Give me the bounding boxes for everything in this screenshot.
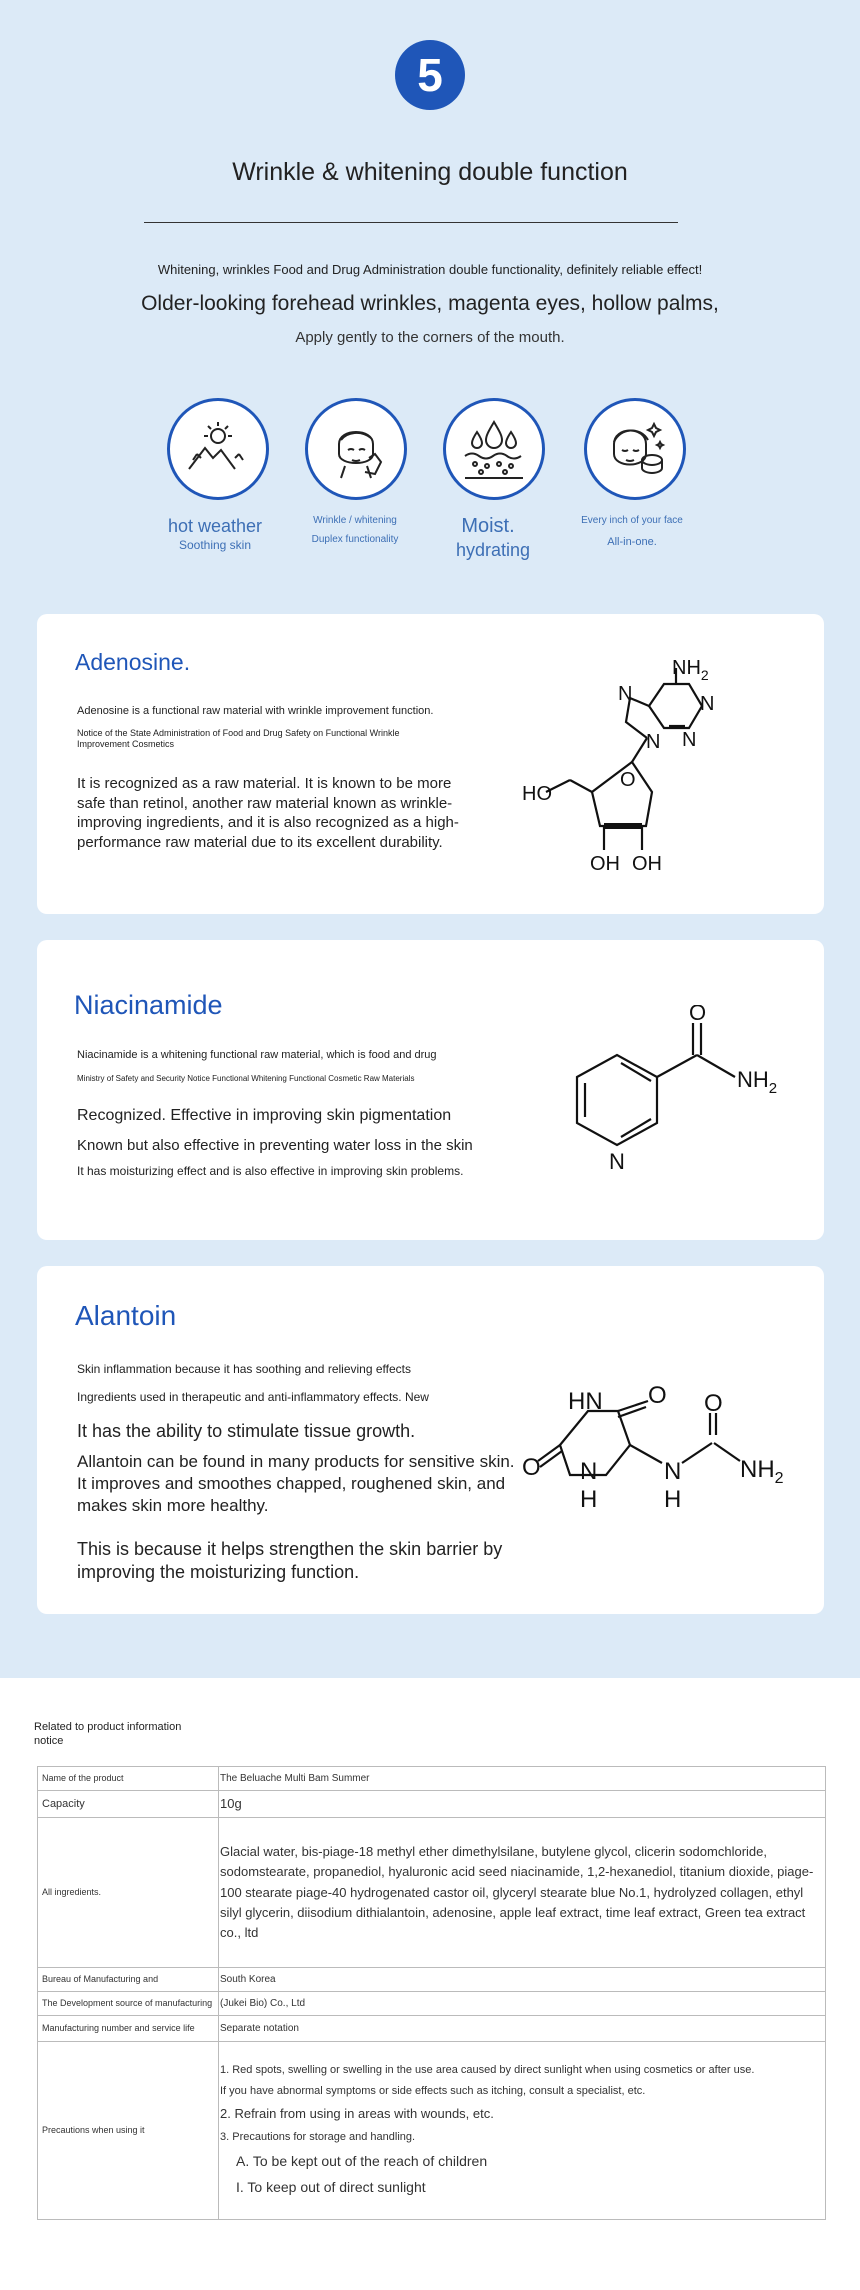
niacinamide-nh2-sub: 2 (768, 1080, 778, 1097)
alantoin-title: Alantoin (75, 1300, 177, 1331)
niacinamide-card (37, 940, 824, 1240)
product-info-table (37, 1766, 826, 2220)
alantoin-hn: HN (568, 1388, 603, 1415)
name-label: Name of the product (38, 1767, 219, 1791)
face-cream-icon (584, 398, 686, 500)
table-row (38, 2016, 826, 2042)
niacinamide-molecule-icon (557, 1005, 787, 1175)
feature-1-line1: hot weather (167, 516, 263, 536)
alantoin-o1: O (648, 1382, 667, 1409)
alantoin-o3: O (704, 1390, 723, 1417)
niacinamide-line-4: Known but also effective in preventing water loss in the skin (77, 1137, 473, 1154)
table-row (38, 1818, 826, 1968)
alantoin-h2: H (664, 1486, 682, 1513)
adenosine-line-1: Adenosine is a functional raw material with wrinkle improvement function. (77, 705, 434, 717)
service-label: Manufacturing number and service life (38, 2016, 219, 2042)
precaution-3b: I. To keep out of direct sunlight (236, 2179, 426, 2196)
bureau-label: Bureau of Manufacturing and (38, 1968, 219, 1992)
country-value: South Korea (219, 1968, 826, 1992)
alantoin-nh2: NH (740, 1456, 775, 1483)
niacinamide-nh2: NH (737, 1067, 769, 1092)
adenosine-oh2: OH (632, 853, 662, 875)
niacinamide-o: O (689, 1005, 707, 1025)
feature-label-3 (418, 514, 568, 562)
svg-text:NH2 (740, 1456, 784, 1487)
svg-text:NH2 (672, 657, 709, 683)
precaution-3: 3. Precautions for storage and handling. (220, 2130, 416, 2143)
developer-value: (Jukei Bio) Co., Ltd (219, 1992, 826, 2016)
table-row (38, 1992, 826, 2016)
adenosine-line-2: Notice of the State Administration of Food and Drug Safety on Functional Wrinkle Improvement Cosmetics (77, 728, 400, 749)
svg-text:NH2 (737, 1067, 777, 1097)
capacity-label: Capacity (38, 1791, 219, 1818)
adenosine-n4: N (646, 731, 661, 753)
title-divider (144, 222, 678, 223)
precautions-value (219, 2042, 826, 2220)
table-row (38, 1791, 826, 1818)
adenosine-title: Adenosine. (75, 649, 191, 675)
feature-label-4 (557, 515, 707, 549)
feature-4-line1: Every inch of your face (581, 515, 683, 526)
adenosine-nh2: NH (672, 657, 701, 679)
product-info-title: Related to product information notice (34, 1721, 182, 1748)
alantoin-line-2: Ingredients used in therapeutic and anti-inflammatory effects. New (77, 1390, 429, 1404)
niacinamide-n: N (609, 1149, 625, 1174)
precautions-label: Precautions when using it (38, 2042, 219, 2220)
table-row (38, 1968, 826, 1992)
adenosine-molecule-icon (522, 654, 802, 894)
feature-label-1 (140, 515, 290, 553)
feature-3-line1: Moist. (461, 515, 515, 537)
alantoin-n2: N (664, 1458, 682, 1485)
niacinamide-line-2: Ministry of Safety and Security Notice Functional Whitening Functional Cosmetic Raw Materials (77, 1074, 415, 1083)
adenosine-oh1: OH (590, 853, 620, 875)
alantoin-h1: H (580, 1486, 598, 1513)
adenosine-n1: N (700, 693, 715, 715)
niacinamide-title: Niacinamide (74, 990, 223, 1020)
alantoin-card (37, 1266, 824, 1614)
niacinamide-line-3: Recognized. Effective in improving skin pigmentation (77, 1107, 452, 1124)
precaution-1b: If you have abnormal symptoms or side effects such as itching, consult a specialist, etc. (220, 2085, 646, 2098)
face-hand-icon (305, 398, 407, 500)
precaution-3a: A. To be kept out of the reach of children (236, 2152, 488, 2169)
feature-2-line2: Duplex functionality (311, 533, 399, 545)
intro-line-1: Whitening, wrinkles Food and Drug Administration double functionality, definitely reliable effect! (157, 262, 703, 277)
section-number-badge: 5 (395, 40, 465, 110)
adenosine-ho: HO (522, 783, 552, 805)
service-value: Separate notation (219, 2016, 826, 2042)
adenosine-o: O (620, 769, 636, 791)
alantoin-line-1: Skin inflammation because it has soothing and relieving effects (77, 1362, 411, 1376)
feature-1-line2: Soothing skin (178, 537, 252, 552)
precaution-2: 2. Refrain from using in areas with wounds, etc. (220, 2106, 494, 2122)
alantoin-molecule-icon (522, 1371, 817, 1521)
adenosine-body: It is recognized as a raw material. It is known to be more safe than retinol, another raw material known as wrinkle-improving ingredients, and it is also recognized as a high-performance raw material due to its excellent durability. (77, 775, 459, 851)
intro-line-3: Apply gently to the corners of the mouth. (295, 329, 565, 346)
ingredients-label: All ingredients. (38, 1818, 219, 1968)
intro-line-2: Older-looking forehead wrinkles, magenta eyes, hollow palms, (141, 292, 719, 315)
table-row (38, 1767, 826, 1791)
niacinamide-line-5: It has moisturizing effect and is also effective in improving skin problems. (77, 1164, 464, 1178)
name-value: The Beluache Multi Bam Summer (219, 1767, 826, 1791)
alantoin-line-3: It has the ability to stimulate tissue growth. (77, 1421, 416, 1441)
alantoin-line-4: Allantoin can be found in many products for sensitive skin. It improves and smoothes chapped, roughened skin, and makes skin more healthy. (77, 1452, 515, 1516)
niacinamide-line-1: Niacinamide is a whitening functional raw material, which is food and drug (77, 1049, 437, 1061)
feature-4-line2: All-in-one. (607, 535, 657, 548)
water-drops-icon (443, 398, 545, 500)
capacity-value: 10g (219, 1791, 826, 1818)
precaution-1: 1. Red spots, swelling or swelling in the use area caused by direct sunlight when using cosmetics or after use. (220, 2064, 755, 2077)
sun-mountain-icon (167, 398, 269, 500)
page-title: Wrinkle & whitening double function (232, 158, 628, 186)
alantoin-line-5: This is because it helps strengthen the skin barrier by improving the moisturizing function. (77, 1539, 503, 1583)
feature-2-line1: Wrinkle / whitening (313, 515, 397, 526)
alantoin-o2: O (522, 1454, 541, 1481)
alantoin-nh2-sub: 2 (774, 1470, 784, 1487)
adenosine-n3: N (618, 683, 633, 705)
feature-3-line2: hydrating (455, 540, 531, 560)
developer-label: The Development source of manufacturing (38, 1992, 219, 2016)
ingredients-value: Glacial water, bis-piage-18 methyl ether dimethylsilane, butylene glycol, clicerin sodomchloride, sodomstearate, propanediol, hyaluronic acid seed niacinamide, 1,2-hexanediol, titanium dioxide, piage-100 stearate piage-40 hydrogenated castor oil, glyceryl stearate blue No.1, hydrolyzed collagen, ethyl silyl glycerin, diisodium dithialantoin, adenosine, apple leaf extract, time leaf extract, Green tea extract co., ltd (219, 1818, 826, 1968)
alantoin-n1: N (580, 1458, 598, 1485)
adenosine-card (37, 614, 824, 914)
table-row (38, 2042, 826, 2220)
adenosine-n2: N (682, 729, 697, 751)
adenosine-nh2-sub: 2 (700, 667, 709, 683)
